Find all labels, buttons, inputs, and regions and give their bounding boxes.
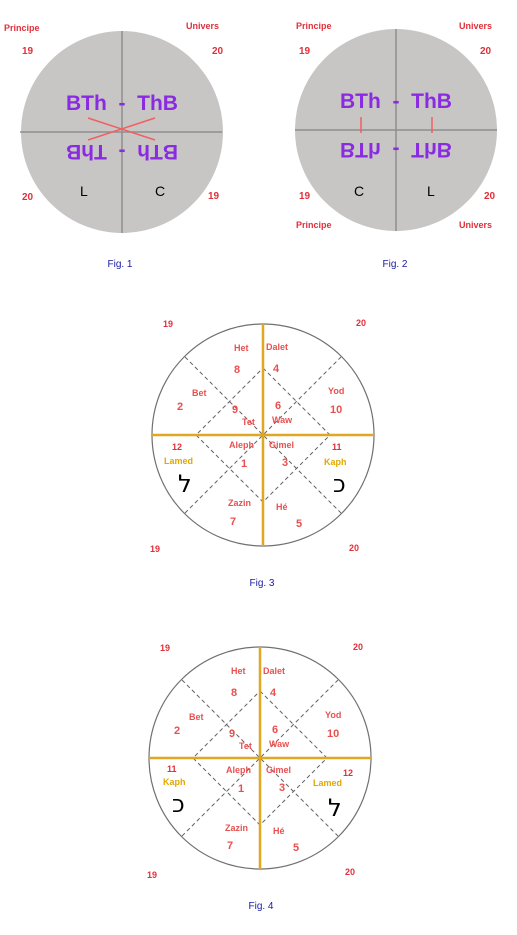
fig2-number: 19 <box>299 46 311 57</box>
fig2-letter-left: C <box>354 183 365 199</box>
fig1-number: 19 <box>208 191 220 202</box>
fig3-name-aleph: Aleph <box>229 440 255 450</box>
fig2-label-principe-bottom: Principe <box>296 220 332 230</box>
fig4-num-yod: 10 <box>327 728 340 740</box>
fig3-num-het: 8 <box>234 364 241 376</box>
fig3-number: 20 <box>356 318 367 328</box>
fig2-label-univers-top: Univers <box>459 21 493 31</box>
fig4-number: 19 <box>147 870 158 880</box>
fig2-number: 19 <box>299 191 311 202</box>
fig4-num-het: 8 <box>231 687 238 699</box>
fig1-label-principe: Principe <box>4 23 40 33</box>
fig3 <box>150 318 374 589</box>
fig1-number: 20 <box>22 192 34 203</box>
fig4-name-right: Lamed <box>313 778 343 788</box>
fig2-label-univers-bottom: Univers <box>459 220 493 230</box>
fig1-label-univers: Univers <box>186 21 220 31</box>
fig4-name-gimel: Gimel <box>266 765 292 775</box>
fig4-number: 19 <box>160 643 171 653</box>
fig4-num-left: 11 <box>167 764 177 774</box>
fig4-num-gimel: 3 <box>279 782 286 794</box>
fig3-num-zazin: 7 <box>230 516 237 528</box>
fig4 <box>147 642 371 912</box>
fig3-name-dalet: Dalet <box>266 342 289 352</box>
fig3-caption: Fig. 3 <box>249 578 275 589</box>
fig2-upper-formula: BTh - ThB <box>340 90 452 113</box>
fig4-num-right: 12 <box>343 768 354 778</box>
fig4-num-tet: 9 <box>229 728 236 740</box>
fig3-num-right: 11 <box>332 442 342 452</box>
fig3-num-gimel: 3 <box>282 457 289 469</box>
fig4-num-bet: 2 <box>174 725 181 737</box>
fig3-name-zazin: Zazin <box>228 498 252 508</box>
fig3-number: 19 <box>150 544 161 554</box>
fig1-letter-right: C <box>155 183 166 199</box>
fig4-name-aleph: Aleph <box>226 765 252 775</box>
fig2-number: 20 <box>480 46 492 57</box>
fig3-name-het: Het <box>234 343 249 353</box>
fig2-caption: Fig. 2 <box>382 259 408 270</box>
fig3-num-yod: 10 <box>330 404 343 416</box>
fig4-num-aleph: 1 <box>238 783 245 795</box>
fig4-number: 20 <box>353 642 364 652</box>
fig1-number: 20 <box>212 46 224 57</box>
fig1-caption: Fig. 1 <box>107 259 133 270</box>
fig3-num-left: 12 <box>172 442 183 452</box>
fig3-name-left: Lamed <box>164 456 194 466</box>
fig4-glyph-right: ל <box>328 794 342 822</box>
fig3-name-gimel: Gimel <box>269 440 295 450</box>
fig4-caption: Fig. 4 <box>248 901 274 912</box>
fig2-number: 20 <box>484 191 496 202</box>
fig1 <box>4 21 224 270</box>
fig4-name-zazin: Zazin <box>225 823 249 833</box>
fig1-number: 19 <box>22 46 34 57</box>
fig3-num-dalet: 4 <box>273 363 280 375</box>
fig1-upper-formula: BTh - ThB <box>66 92 178 115</box>
fig4-name-he: Hé <box>273 826 285 836</box>
fig4-name-het: Het <box>231 666 246 676</box>
fig4-num-dalet: 4 <box>270 687 277 699</box>
fig3-name-bet: Bet <box>192 388 207 398</box>
fig3-num-tet: 9 <box>232 404 239 416</box>
fig3-name-tet: Tet <box>242 417 255 427</box>
fig3-name-waw: Waw <box>272 415 293 425</box>
fig1-lower-formula-rotated: BTh - ThB <box>66 140 178 163</box>
fig4-num-zazin: 7 <box>227 840 234 852</box>
fig4-name-waw: Waw <box>269 739 290 749</box>
fig3-glyph-right: כ <box>333 470 346 498</box>
fig3-name-right: Kaph <box>324 457 347 467</box>
fig3-glyph-left: ל <box>178 470 192 498</box>
fig3-name-he: Hé <box>276 502 288 512</box>
fig3-num-he: 5 <box>296 518 303 530</box>
fig3-num-bet: 2 <box>177 401 184 413</box>
fig2-label-principe-top: Principe <box>296 21 332 31</box>
fig2-letter-right: L <box>427 183 435 199</box>
fig4-name-yod: Yod <box>325 710 342 720</box>
fig4-name-dalet: Dalet <box>263 666 286 676</box>
fig3-number: 20 <box>349 543 360 553</box>
fig4-name-tet: Tet <box>239 741 252 751</box>
fig2-lower-formula-mirrored: BTh - ThB <box>340 138 452 161</box>
fig3-num-aleph: 1 <box>241 458 248 470</box>
fig4-name-bet: Bet <box>189 712 204 722</box>
fig3-name-yod: Yod <box>328 386 345 396</box>
fig4-number: 20 <box>345 867 356 877</box>
fig3-number: 19 <box>163 319 174 329</box>
fig4-glyph-left: כ <box>172 790 185 818</box>
fig4-num-waw: 6 <box>272 724 279 736</box>
fig1-letter-left: L <box>80 183 88 199</box>
fig4-name-left: Kaph <box>163 777 186 787</box>
fig4-num-he: 5 <box>293 842 300 854</box>
fig2 <box>295 21 497 270</box>
fig3-num-waw: 6 <box>275 400 282 412</box>
